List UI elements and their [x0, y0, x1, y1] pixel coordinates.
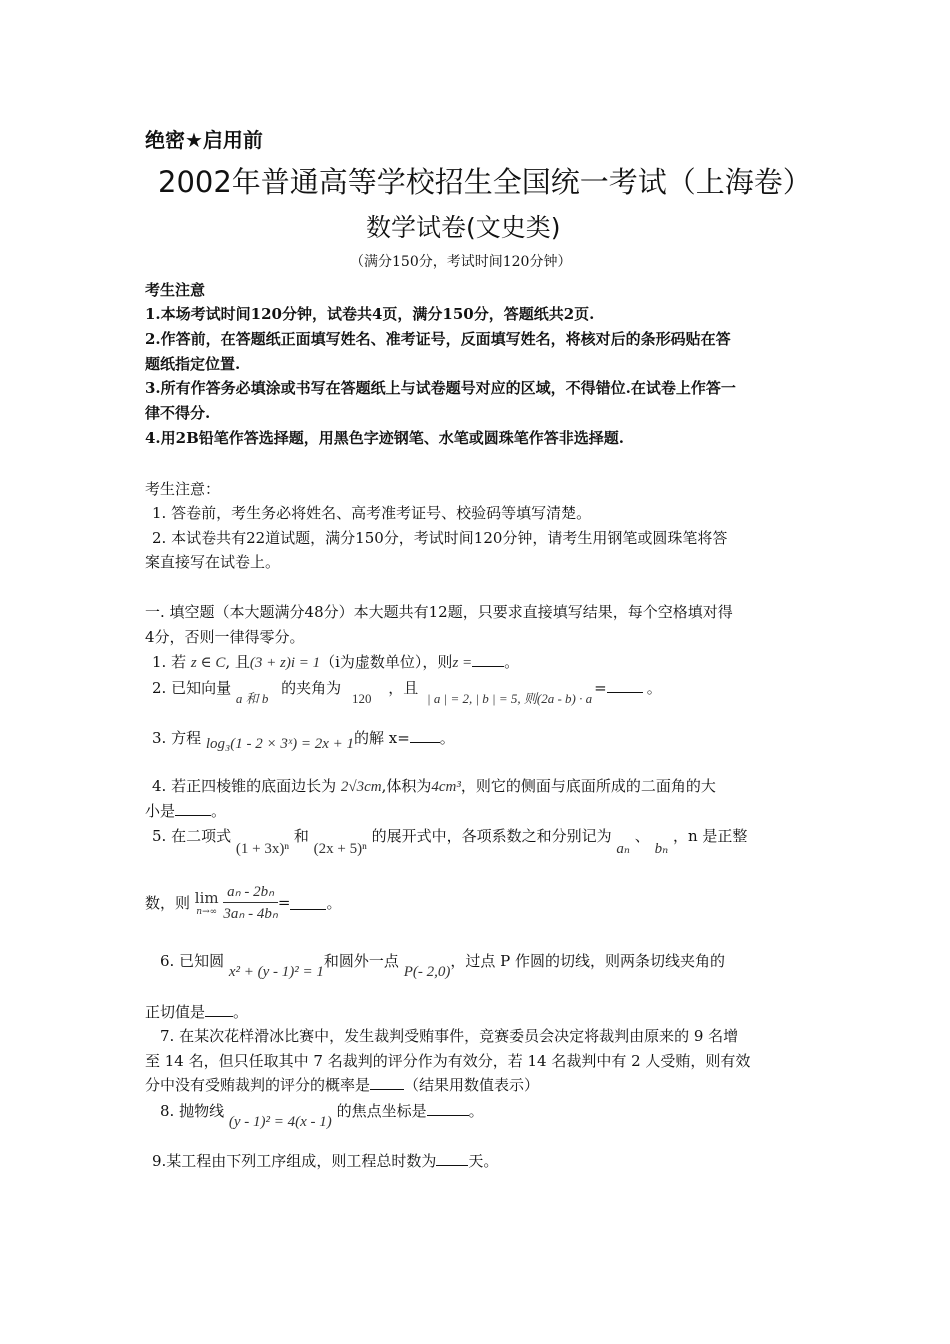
question-7-cont: 至 14 名，但只任取其中 7 名裁判的评分作为有效分，若 14 名裁判中有 2 人受贿，则有效 — [145, 1052, 751, 1070]
question-6-cont: 正切值是 。 — [145, 1003, 249, 1021]
notice2-line: 2. 本试卷共有22道试题，满分150分，考试时间120分钟，请考生用钢笔或圆珠笔将答 — [152, 529, 728, 547]
notice2-line: 1. 答卷前，考生务必将姓名、高考准考证号、校验码等填写清楚。 — [152, 504, 592, 522]
answer-blank — [205, 1002, 233, 1017]
answer-blank — [436, 1151, 468, 1166]
notice1-line: 律不得分. — [145, 404, 211, 422]
answer-blank — [290, 895, 326, 910]
notice1-line: 2.作答前，在答题纸正面填写姓名、准考证号，反面填写姓名，将核对后的条形码贴在答 — [145, 330, 731, 348]
question-7: 7. 在某次花样滑冰比赛中，发生裁判受贿事件，竞赛委员会决定将裁判由原来的 9 名增 — [160, 1027, 739, 1045]
question-6: 6. 已知圆 x² + (y - 1)² = 1和圆外一点 P(- 2,0)，过点 P 作圆的切线，则两条切线夹角的 — [160, 952, 726, 980]
question-1: 1. 若 z ∈ C, 且(3 + z)i = 1（i为虚数单位），则z = 。 — [152, 653, 520, 671]
limit-fraction: $\frac{\text{aₙ - 2bₙ}}{\text{3aₙ - 4bₙ}}$ — [223, 884, 278, 922]
question-4-cont: 小是 。 — [145, 802, 227, 820]
answer-blank — [410, 728, 440, 743]
exam-subtitle: 数学试卷(文史类) — [366, 213, 561, 242]
notice1-heading: 考生注意 — [145, 281, 206, 299]
section1-intro: 一. 填空题（本大题满分48分）本大题共有12题，只要求直接填写结果，每个空格填对得 — [145, 603, 733, 621]
question-5: 5. 在二项式 (1 + 3x)ⁿ 和 (2x + 5)ⁿ 的展开式中，各项系数之和分别记为 aₙ 、 bₙ ，n 是正整 — [152, 827, 748, 857]
answer-blank — [370, 1075, 404, 1090]
notice1-line: 1.本场考试时间120分钟，试卷共4页，满分150分，答题纸共2页. — [145, 305, 595, 323]
exam-title: 2002年普通高等学校招生全国统一考试（上海卷） — [158, 165, 812, 199]
limit-operator: lim n→∞ — [194, 888, 219, 917]
question-3: 3. 方程 log₃(1 - 2 × 3ˣ) = 2x + 1的解 x= 。 — [152, 729, 455, 752]
question-9: 9.某工程由下列工序组成，则工程总时数为 天。 — [152, 1152, 499, 1170]
question-5-cont: 数，则 lim n→∞ $\frac{\text{aₙ - 2bₙ}}{\text{3aₙ - 4bₙ}}$ = 。 — [145, 884, 342, 922]
answer-blank — [607, 678, 643, 693]
notice1-line: 题纸指定位置. — [145, 355, 241, 373]
secret-label: 绝密★启用前 — [145, 128, 263, 152]
score-note: （满分150分，考试时间120分钟） — [350, 254, 572, 270]
notice2-line: 案直接写在试卷上。 — [145, 553, 281, 571]
question-8: 8. 抛物线 (y - 1)² = 4(x - 1) 的焦点坐标是 。 — [160, 1102, 484, 1130]
answer-blank — [472, 652, 504, 667]
answer-blank — [175, 801, 211, 816]
answer-blank — [427, 1101, 469, 1116]
notice2-heading: 考生注意： — [145, 480, 221, 498]
notice1-line: 4.用2B铅笔作答选择题，用黑色字迹钢笔、水笔或圆珠笔作答非选择题. — [145, 429, 624, 447]
notice1-line: 3.所有作答务必填涂或书写在答题纸上与试卷题号对应的区域，不得错位.在试卷上作答一 — [145, 379, 736, 397]
question-2: 2. 已知向量 a 和 b 的夹角为 120 ，且 | a | = 2, | b | = 5, 则(2a - b) · a= 。 — [152, 679, 662, 706]
section1-intro: 4分，否则一律得零分。 — [145, 628, 305, 646]
question-4: 4. 若正四棱锥的底面边长为 2√3cm,体积为4cm³，则它的侧面与底面所成的二面角的大 — [152, 777, 716, 795]
question-7-cont: 分中没有受贿裁判的评分的概率是 （结果用数值表示） — [145, 1076, 540, 1094]
